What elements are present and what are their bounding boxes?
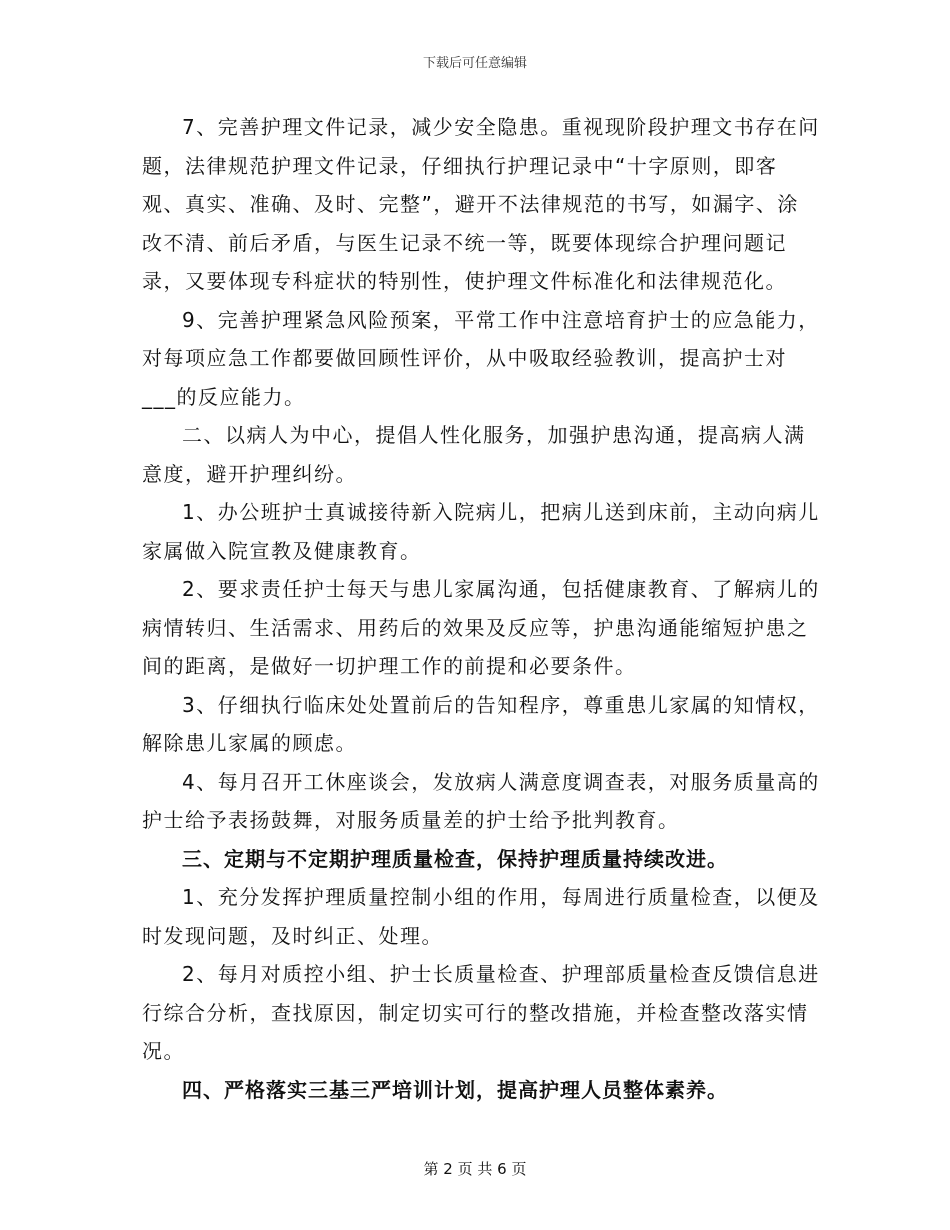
- paragraph-item-2-4: 4、每月召开工休座谈会，发放病人满意度调查表，对服务质量高的护士给予表扬鼓舞，对服务质量差的护士给予批判教育。: [142, 769, 820, 832]
- document-body: [142, 108, 820, 1109]
- paragraph-item-2-3: 3、仔细执行临床处处置前后的告知程序，尊重患儿家属的知情权，解除患儿家属的顾虑。: [142, 692, 820, 755]
- paragraph-item-7: 7、完善护理文件记录，减少安全隐患。重视现阶段护理文书存在问题，法律规范护理文件记录，仔细执行护理记录中“十字原则，即客观、真实、准确、及时、完整”，避开不法律规范的书写，如漏字、涂改不清、前后矛盾，与医生记录不统一等，既要体现综合护理问题记录，又要体现专科症状的特别性，使护理文件标准化和法律规范化。: [142, 115, 820, 293]
- section-heading-2: 二、以病人为中心，提倡人性化服务，加强护患沟通，提高病人满意度，避开护理纠纷。: [142, 423, 806, 486]
- page-header: 下载后可任意编辑: [422, 56, 527, 71]
- section-heading-4: 四、严格落实三基三严培训计划，提高护理人员整体素养。: [182, 1077, 728, 1102]
- section-heading-3: 三、定期与不定期护理质量检查，保持护理质量持续改进。: [182, 846, 728, 871]
- paragraph-item-3-2: 2、每月对质控小组、护士长质量检查、护理部质量检查反馈信息进行综合分析，查找原因，制定切实可行的整改措施，并检查整改落实情况。: [142, 962, 820, 1063]
- page-footer: 第 2 页 共 6 页: [423, 1160, 527, 1178]
- paragraph-item-2-2: 2、要求责任护士每天与患儿家属沟通，包括健康教育、了解病儿的病情转归、生活需求、用药后的效果及反应等，护患沟通能缩短护患之间的距离，是做好一切护理工作的前提和必要条件。: [142, 577, 820, 678]
- paragraph-item-2-1: 1、办公班护士真诚接待新入院病儿，把病儿送到床前，主动向病儿家属做入院宣教及健康教育。: [142, 500, 820, 563]
- paragraph-item-3-1: 1、充分发挥护理质量控制小组的作用，每周进行质量检查，以便及时发现问题，及时纠正、处理。: [142, 885, 820, 948]
- paragraph-item-9: 9、完善护理紧急风险预案，平常工作中注意培育护士的应急能力，对每项应急工作都要做回顾性评价，从中吸取经验教训，提高护士对___的反应能力。: [142, 307, 820, 409]
